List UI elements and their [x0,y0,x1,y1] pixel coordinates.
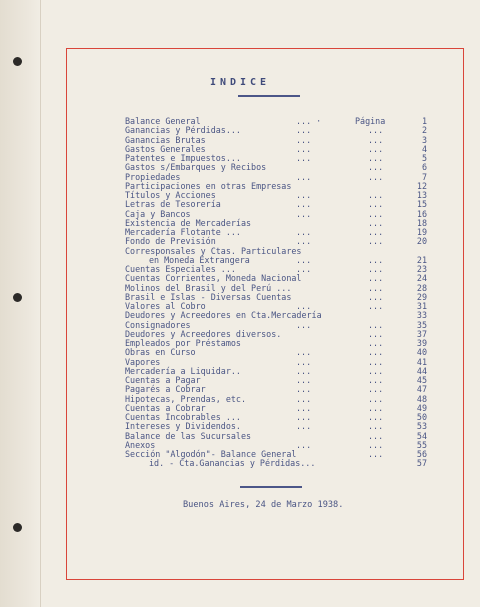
closing-rule [240,486,302,488]
leader-dots: ... [368,162,384,173]
page-number: 18 [416,217,427,228]
leader-dots: ... [296,301,312,311]
leader-dots: ... [368,421,384,432]
page-number: 3 [421,134,427,145]
leader-dots: ... [296,134,312,145]
leader-dots: ... [368,402,384,413]
leader-dots: ... [296,254,312,265]
punch-hole [13,57,22,66]
leader-dots: ... [368,430,384,441]
leader-dots: ... [368,171,384,182]
entry-label: Empleados por Préstamos [125,338,241,348]
page-number: 29 [416,291,427,302]
leader-dots: ... [368,227,384,237]
leader-dots: ... [368,143,384,154]
page-number: 41 [416,356,427,367]
entry-label: Letras de Tesorería [125,199,221,210]
page-number: 28 [416,282,427,293]
entry-label: Deudores y Acreedores en Cta.Mercadería [125,310,322,321]
entry-label: Sección "Algodón"- Balance General [125,449,297,459]
page-number: 39 [416,338,427,348]
entry-label: Valores al Cobro [125,301,206,311]
entry-label: en Moneda Extrangera [149,254,250,265]
leader-dots: ... [368,384,384,395]
leader-dots: ... [368,217,384,228]
page-number: 55 [416,439,427,450]
leader-dots: ... [296,356,312,367]
leader-dots: ... [368,125,384,136]
leader-dots: ... [368,134,384,145]
entry-label: Cuentas Incobrables ... [125,412,241,422]
leader-dots: ... [368,190,384,200]
page-number: 33 [416,310,427,321]
entry-label: Brasil e Islas - Diversas Cuentas [125,291,292,302]
entry-label: Balance General [125,116,201,126]
leader-dots: ... [368,291,384,302]
page-number: 7 [421,171,427,182]
page-number: 47 [416,384,427,395]
entry-label: Corresponsales y Ctas. Particulares [125,245,302,256]
page-number: 49 [416,402,427,413]
page-number: 44 [416,365,427,376]
page-number: 50 [416,412,427,422]
entry-label: Hipotecas, Prendas, etc. [125,393,247,404]
page-number: 6 [421,162,427,173]
page-number: 2 [421,125,427,136]
leader-dots: ... [368,328,384,339]
leader-dots: ... [296,190,312,200]
leader-dots: ... [296,236,312,247]
leader-dots: ... [368,449,384,459]
leader-dots: ... [296,227,312,237]
page-number: 48 [416,393,427,404]
entry-label: Cuentas Corrientes, Moneda Nacional [125,273,302,284]
entry-label: Mercadería Flotante ... [125,227,241,237]
leader-dots: ... [368,375,384,385]
leader-dots: ... [368,393,384,404]
entry-label: Participaciones en otras Empresas [125,180,292,191]
leader-dots: ... [296,384,312,395]
leader-dots: ... [296,199,312,210]
entry-label: Vapores [125,356,161,367]
entry-label: Cuentas a Pagar [125,375,201,385]
leader-dots: ... [368,273,384,284]
leader-dots: ... [296,143,312,154]
page-number: 1 [421,116,427,126]
index-title: INDICE [209,77,271,88]
leader-dots: ... [296,365,312,376]
leader-dots: ... [296,412,312,422]
page-number: 31 [416,301,427,311]
leader-dots: ... [296,347,312,358]
entry-label: Caja y Bancos [125,208,191,219]
leader-dots: ... · [296,116,322,126]
page-number: 35 [416,319,427,330]
page-number: 24 [416,273,427,284]
page-number: 21 [416,254,427,265]
entry-label: Mercadería a Liquidar.. [125,365,241,376]
leader-dots: ... [296,421,312,432]
title-underline [238,95,300,97]
leader-dots: ... [296,319,312,330]
leader-dots: ... [296,125,312,136]
entry-label: Patentes e Impuestos... [125,153,241,163]
leader-dots: ... [368,439,384,450]
entry-label: Intereses y Dividendos. [125,421,241,432]
leader-dots: ... [368,199,384,210]
leader-dots: ... [296,171,312,182]
page-number: 37 [416,328,427,339]
page-number: 56 [416,449,427,459]
leader-dots: ... [368,412,384,422]
page-number: 54 [416,430,427,441]
page-number: 13 [416,190,427,200]
page-number: 45 [416,375,427,385]
entry-label: Pagarés a Cobrar [125,384,206,395]
page-number: 20 [416,236,427,247]
leader-dots: ... [368,264,384,274]
entry-label: Títulos y Acciones [125,190,216,200]
leader-dots: ... [368,301,384,311]
entry-label: Ganancias Brutas [125,134,206,145]
entry-label: Existencia de Mercaderías [125,217,252,228]
index-entry [125,458,427,469]
leader-dots: ... [368,254,384,265]
leader-dots: ... [368,208,384,219]
page-number: 19 [416,227,427,237]
entry-label: Consignadores [125,319,191,330]
page-number: 5 [421,153,427,163]
leader-dots: ... [368,236,384,247]
leader-dots: ... [368,319,384,330]
place-date-line: Buenos Aires, 24 de Marzo 1938. [183,500,344,510]
page-number: 12 [416,180,427,191]
fold-line [40,0,41,607]
entry-label: Cuentas Especiales ... [125,264,236,274]
page-number: 40 [416,347,427,358]
binding-margin [0,0,40,607]
page-number: 15 [416,199,427,210]
punch-hole [13,293,22,302]
leader-dots: ... [296,264,312,274]
entry-label: Cuentas a Cobrar [125,402,206,413]
page-number: 23 [416,264,427,274]
leader-dots: ... [296,153,312,163]
entry-label: Molinos del Brasil y del Perú ... [125,282,292,293]
leader-dots: ... [368,365,384,376]
entry-label: Anexos [125,439,156,450]
page-column-header: Página [355,116,386,126]
leader-dots: ... [368,347,384,358]
entry-label: Propiedades [125,171,181,182]
leader-dots: ... [368,338,384,348]
leader-dots: ... [296,375,312,385]
entry-label: Ganancias y Pérdidas... [125,125,241,136]
entry-label: Balance de las Sucursales [125,430,252,441]
punch-hole [13,523,22,532]
entry-label: Gastos s/Embarques y Recibos [125,162,267,173]
leader-dots: ... [296,439,312,450]
leader-dots: ... [296,393,312,404]
page-number: 4 [421,143,427,154]
leader-dots: ... [368,153,384,163]
page-number: 53 [416,421,427,432]
leader-dots: ... [368,282,384,293]
leader-dots: ... [296,208,312,219]
leader-dots: ... [368,356,384,367]
page-number: 57 [416,458,427,469]
leader-dots: ... [296,402,312,413]
entry-label: Obras en Curso [125,347,196,358]
entry-label: Deudores y Acreedores diversos. [125,328,282,339]
entry-label: Gastos Generales [125,143,206,154]
page-number: 16 [416,208,427,219]
entry-label: Fondo de Previsión [125,236,216,247]
entry-label: id. - Cta.Ganancias y Pérdidas... [149,458,316,469]
